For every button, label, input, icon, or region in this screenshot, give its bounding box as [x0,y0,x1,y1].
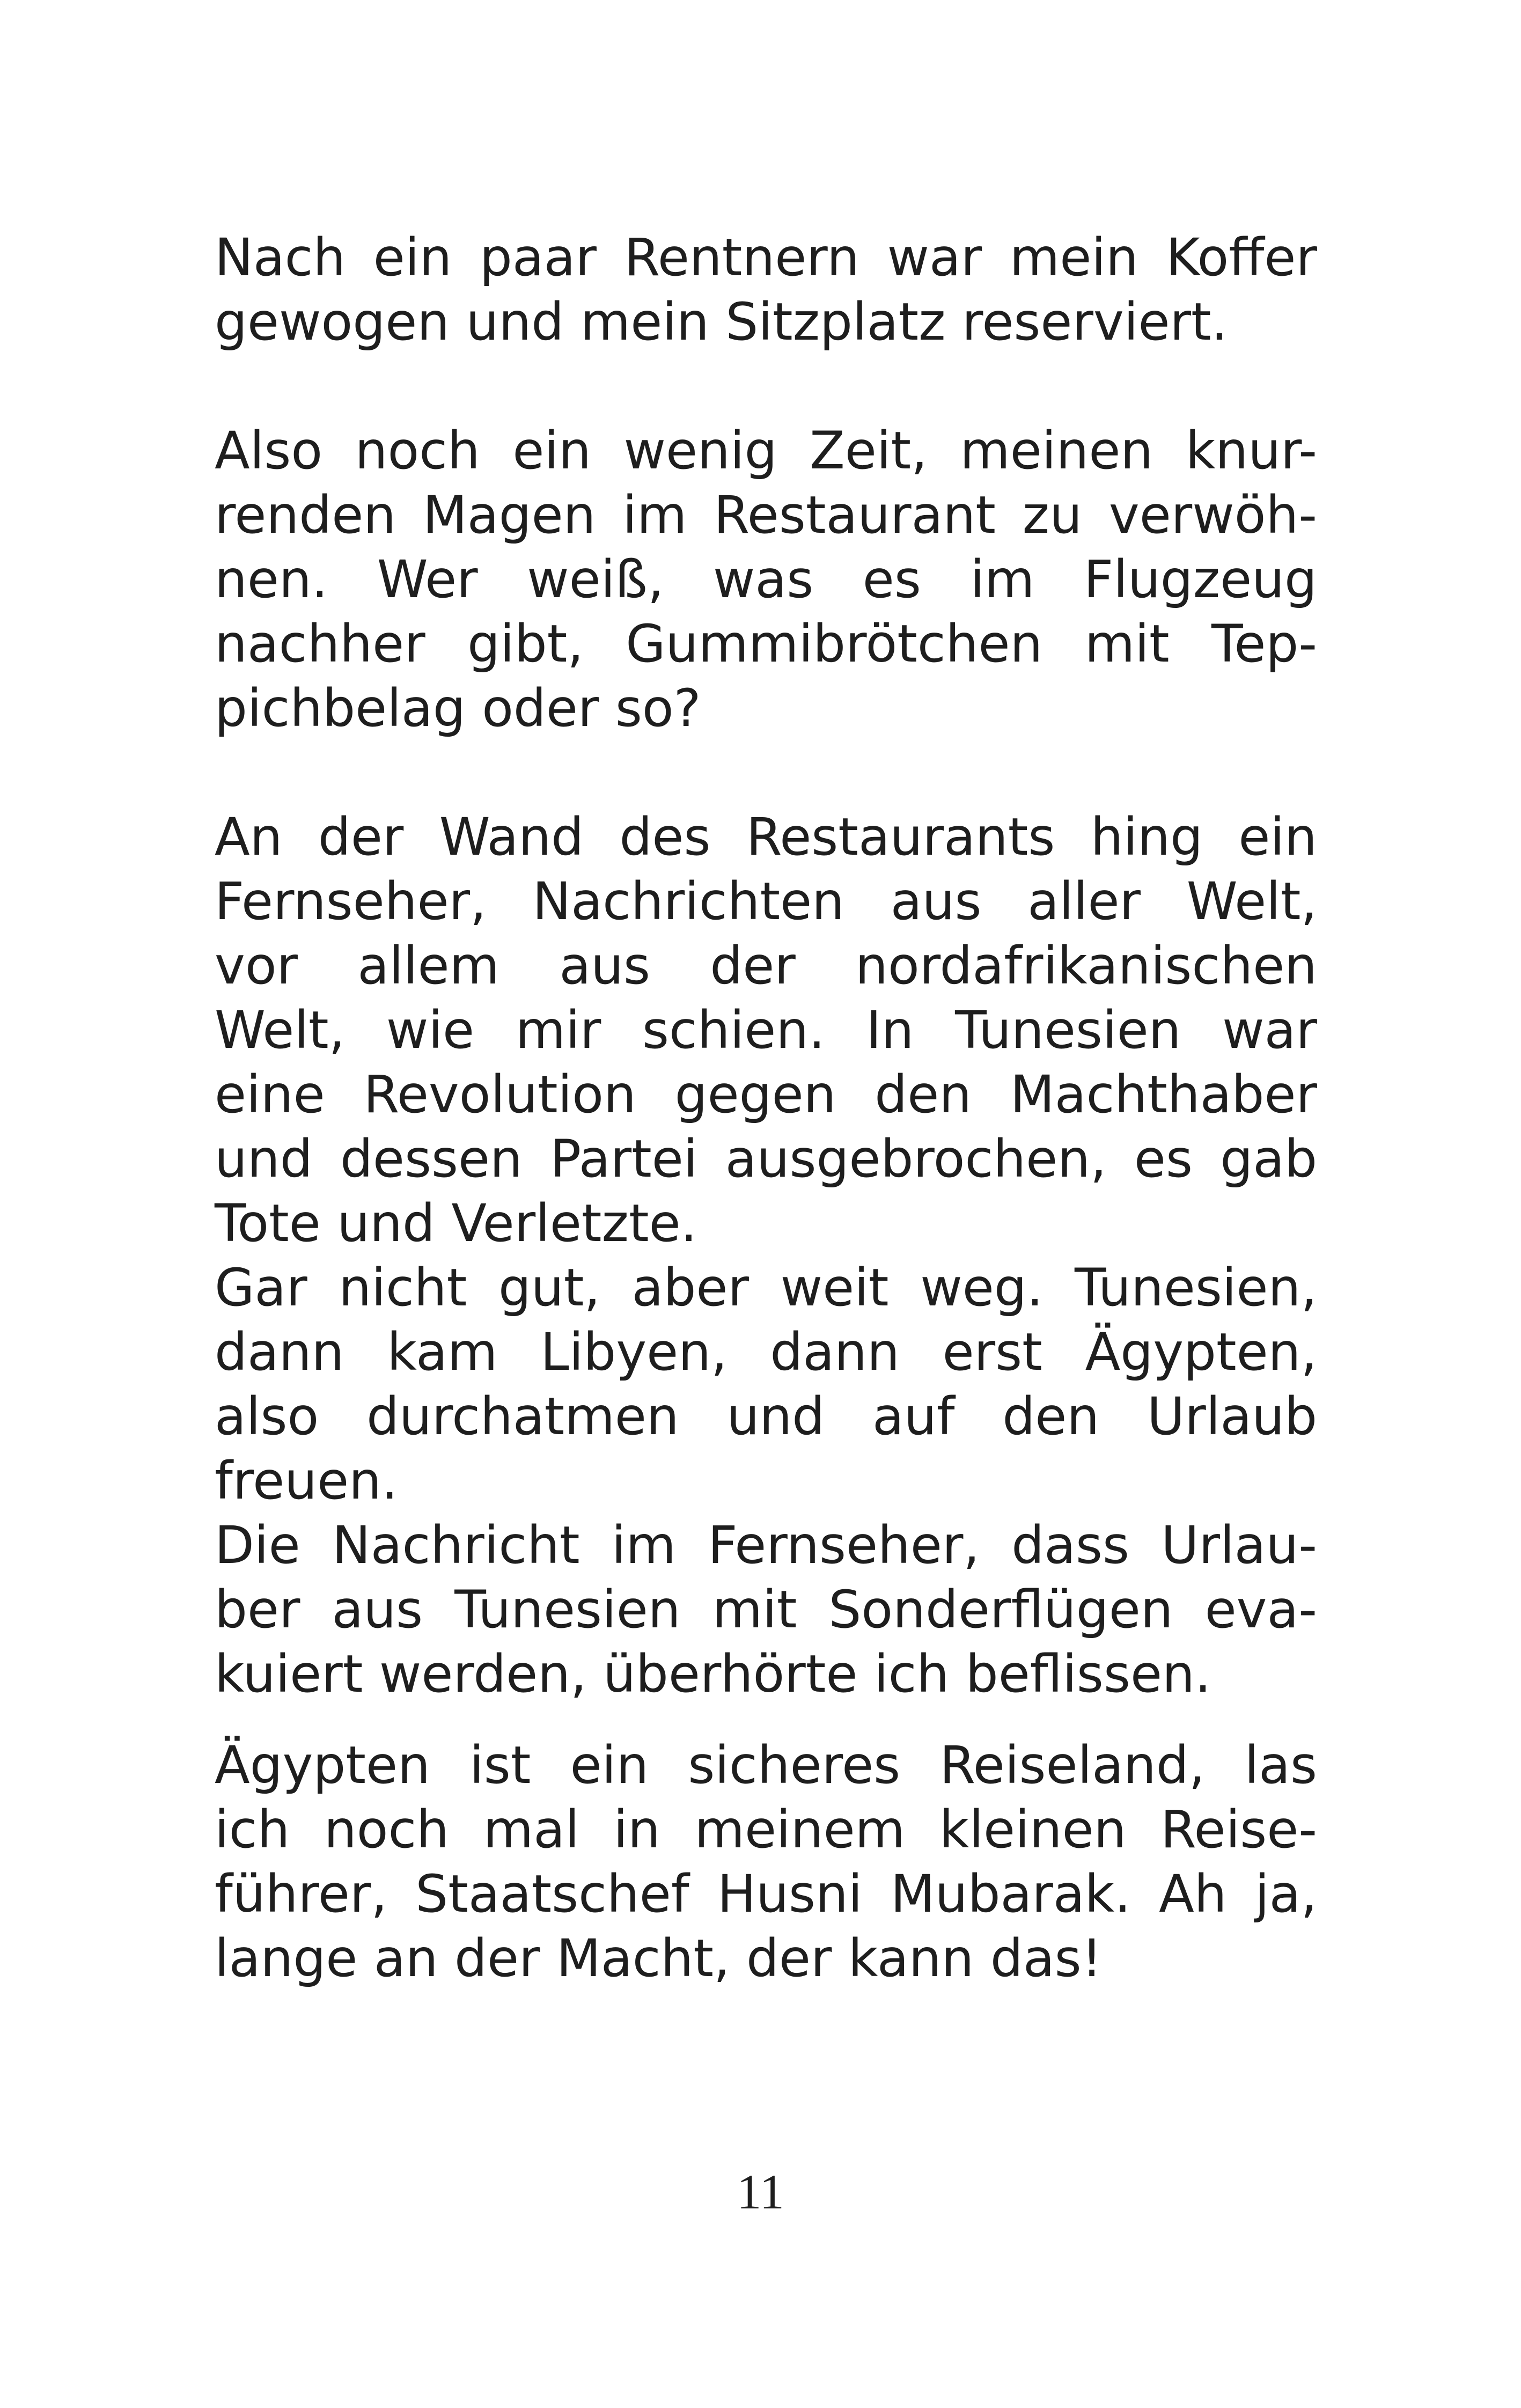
text-line: also durchatmen und auf den Urlaub [215,1386,1317,1447]
text-line: pichbelag oder so? [215,678,701,738]
text-line: gewogen und mein Sitzplatz reserviert. [215,292,1228,352]
text-line: Also noch ein wenig Zeit, meinen knur- [215,421,1317,481]
text-line: nen. Wer weiß, was es im Flugzeug [215,549,1317,610]
paragraph [215,1733,1317,1991]
paragraph [215,805,1317,1706]
text-line: Ägypten ist ein sicheres Reiseland, las [215,1735,1317,1795]
text-line: renden Magen im Restaurant zu verwöh- [215,485,1317,545]
text-line: freuen. [215,1451,398,1511]
paragraph [215,419,1317,740]
text-line: kuiert werden, überhörte ich beflissen. [215,1644,1211,1704]
text-line: Welt, wie mir schien. In Tunesien war [215,1000,1317,1060]
paragraph [215,225,1317,354]
page-number: 11 [737,2164,784,2219]
text-line: führer, Staatschef Husni Mubarak. Ah ja, [215,1864,1317,1924]
text-line: lange an der Macht, der kann das! [215,1928,1103,1988]
text-line: Nach ein paar Rentnern war mein Koffer [215,227,1317,288]
text-line: dann kam Libyen, dann erst Ägypten, [215,1322,1317,1382]
text-line: eine Revolution gegen den Machthaber [215,1064,1317,1125]
text-line: Die Nachricht im Fernseher, dass Urlau- [215,1515,1317,1575]
text-line: An der Wand des Restaurants hing ein [215,807,1317,867]
body-text [215,225,1317,1991]
text-line: und dessen Partei ausgebrochen, es gab [215,1129,1317,1189]
text-line: nachher gibt, Gummibrötchen mit Tep- [215,614,1317,674]
text-line: ich noch mal in meinem kleinen Reise- [215,1800,1317,1860]
text-line: Tote und Verletzte. [215,1193,697,1253]
text-line: ber aus Tunesien mit Sonderflügen eva- [215,1580,1317,1640]
text-line: vor allem aus der nordafrikanischen [215,936,1317,996]
text-line: Gar nicht gut, aber weit weg. Tunesien, [215,1258,1317,1318]
text-line: Fernseher, Nachrichten aus aller Welt, [215,871,1317,931]
